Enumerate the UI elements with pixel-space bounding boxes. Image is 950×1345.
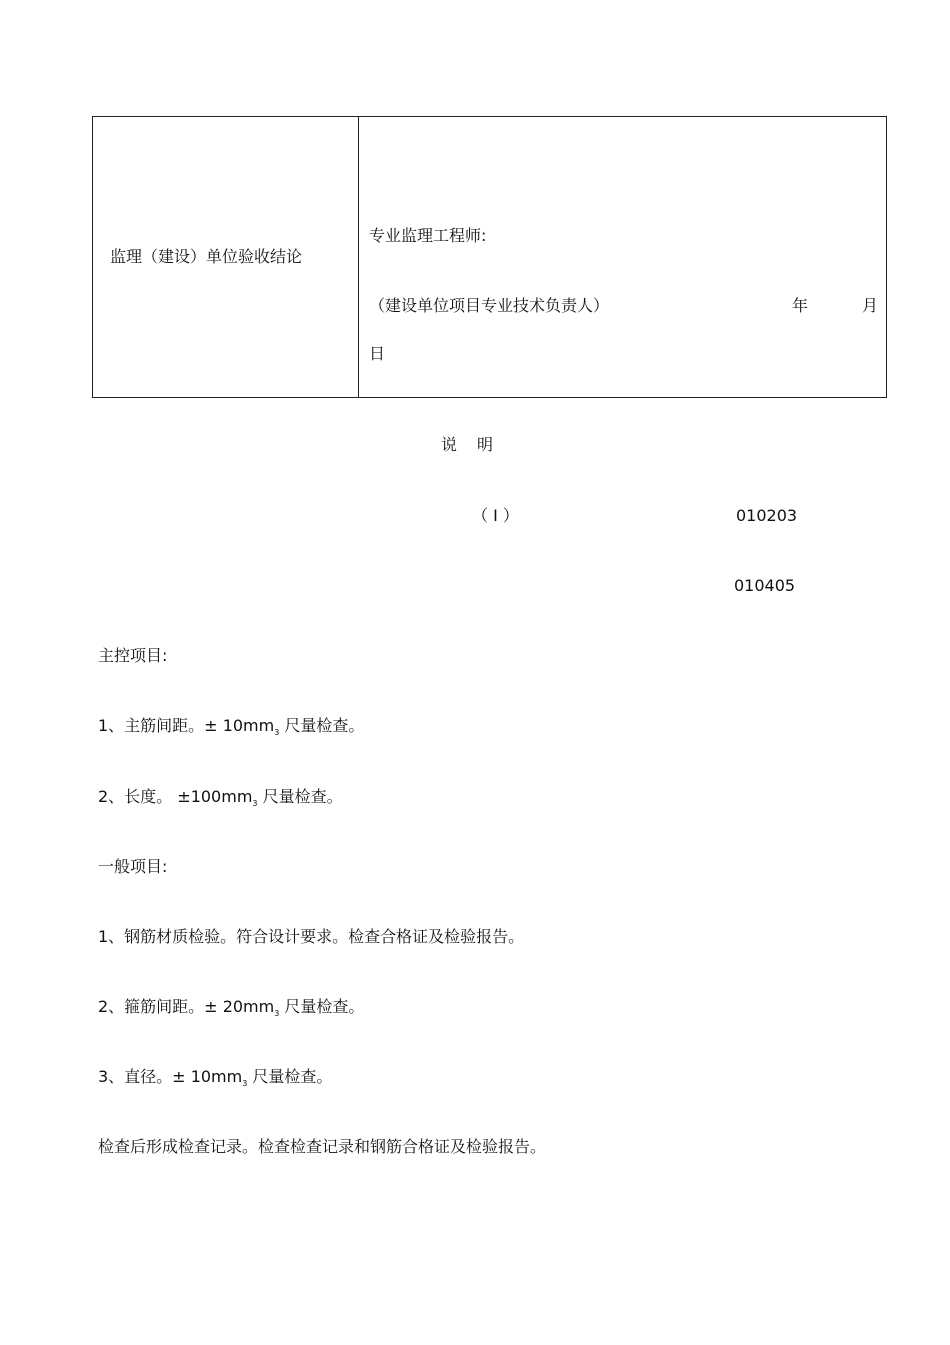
item-prefix: 3、直径。± (98, 1067, 191, 1086)
item-value: 10mm (190, 1067, 243, 1086)
item-prefix: 2、箍筋间距。± (98, 997, 223, 1016)
month-label: 月 (862, 296, 879, 315)
year-label: 年 (792, 296, 809, 315)
main-item-spacing (98, 716, 364, 743)
day-label: 日 (369, 344, 386, 363)
item-subscript: 3 (242, 1079, 248, 1088)
item-subscript: 3 (274, 728, 280, 737)
acceptance-table (92, 116, 887, 398)
responsible-label: （建设单位项目专业技术负责人） (369, 296, 610, 315)
item-value: 10mm (222, 716, 275, 735)
engineer-label: 专业监理工程师: (369, 226, 487, 245)
code-010405: 010405 (734, 576, 796, 595)
item-subscript: 3 (274, 1009, 280, 1018)
item-value: 20mm (222, 997, 275, 1016)
main-items-heading: 主控项目: (98, 646, 168, 665)
item-suffix: 尺量检查。 (279, 716, 365, 735)
explanation-title: 说 明 (441, 435, 496, 454)
table-divider (358, 117, 359, 397)
general-item-material: 1、钢筋材质检验。符合设计要求。检查合格证及检验报告。 (98, 927, 525, 946)
general-items-heading: 一般项目: (98, 857, 168, 876)
general-item-stirrup (98, 997, 364, 1024)
item-suffix: 尺量检查。 (247, 1067, 333, 1086)
item-subscript: 3 (252, 799, 258, 808)
closing-note: 检查后形成检查记录。检查检查记录和钢筋合格证及检验报告。 (98, 1137, 547, 1156)
code-010203: 010203 (736, 506, 798, 525)
item-suffix: 尺量检查。 (257, 787, 343, 806)
roman-label: （ Ⅰ ） (472, 506, 519, 525)
item-value: 100mm (190, 787, 253, 806)
acceptance-label: 监理（建设）单位验收结论 (110, 247, 303, 266)
item-prefix: 2、长度。 ± (98, 787, 191, 806)
item-suffix: 尺量检查。 (279, 997, 365, 1016)
item-prefix: 1、主筋间距。± (98, 716, 223, 735)
general-item-diameter (98, 1067, 332, 1094)
main-item-length (98, 787, 343, 814)
